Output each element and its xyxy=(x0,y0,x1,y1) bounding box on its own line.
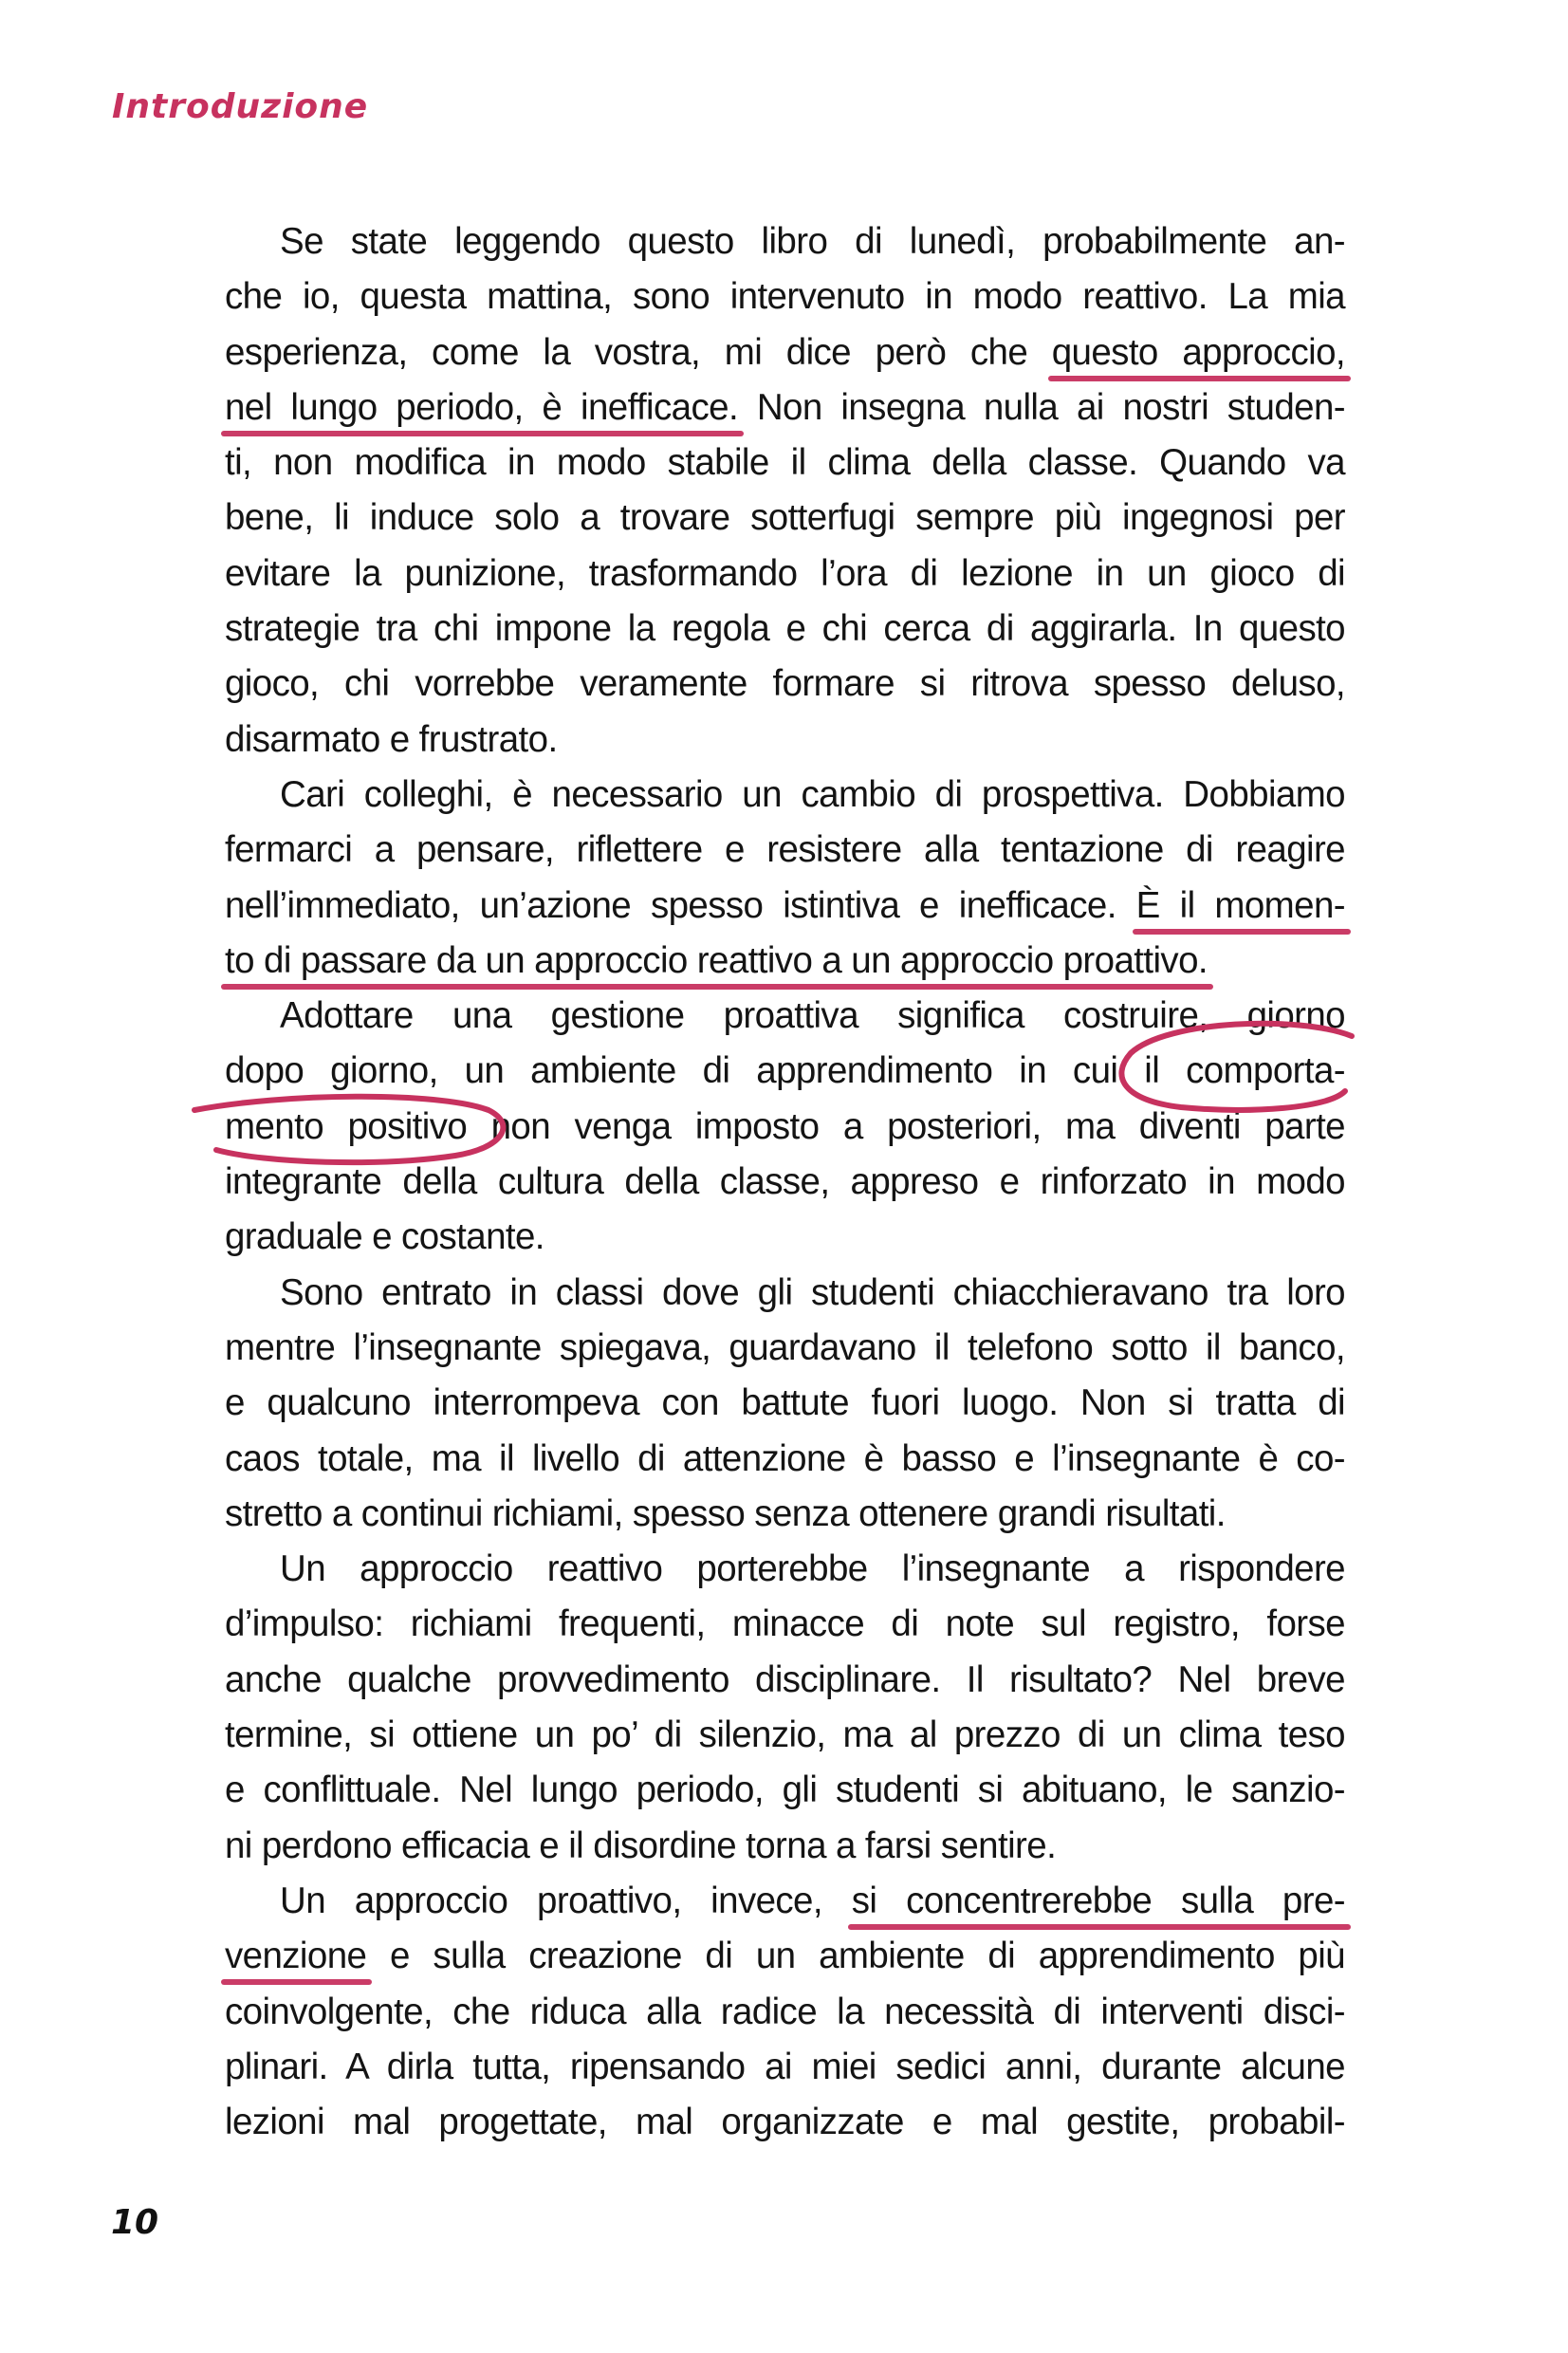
text-line: nel lungo periodo, è inefficace. Non insegna nulla ai nostri studen- xyxy=(225,386,1346,428)
text-line: che io, questa mattina, sono intervenuto in modo reattivo. La mia xyxy=(225,276,1345,318)
text-line: Un approccio proattivo, invece, si concentrerebbe sulla pre- xyxy=(280,1880,1345,1921)
paragraph-4 xyxy=(225,1266,1345,1542)
paragraph-5 xyxy=(225,1542,1345,1874)
underlined-text: È il momen- xyxy=(1135,884,1345,926)
underlined-text: nel lungo periodo, è inefficace. xyxy=(225,386,739,428)
text-line: plinari. A dirla tutta, ripensando ai miei sedici anni, durante alcune xyxy=(225,2046,1345,2087)
circled-text: mento positivo xyxy=(225,1105,468,1147)
text-line: bene, li induce solo a trovare sotterfugi sempre più ingegnosi per xyxy=(225,497,1345,539)
page-number: 10 xyxy=(111,2203,159,2242)
text-line: ti, non modifica in modo stabile il clima della classe. Quando va xyxy=(225,442,1345,484)
text-line xyxy=(225,934,1345,989)
text-line: caos totale, ma il livello di attenzione è basso e l’insegnante è co- xyxy=(225,1437,1345,1479)
text-line: stretto a continui richiami, spesso senza ottenere grandi risultati. xyxy=(225,1492,1226,1534)
text-line: termine, si ottiene un po’ di silenzio, ma al prezzo di un clima teso xyxy=(225,1714,1345,1756)
text-line: evitare la punizione, trasformando l’ora di lezione in un gioco di xyxy=(225,552,1345,594)
text-line: disarmato e frustrato. xyxy=(225,718,558,760)
text-line: venzione e sulla creazione di un ambiente di apprendimento più xyxy=(225,1936,1345,1977)
text-line: coinvolgente, che riduca alla radice la necessità di interventi disci- xyxy=(225,1991,1345,2032)
body-text xyxy=(225,214,1345,2150)
text-line: integrante della cultura della classe, appreso e rinforzato in modo xyxy=(225,1161,1345,1203)
paragraph-6 xyxy=(225,1874,1345,2150)
text-line: lezioni mal progettate, mal organizzate e mal gestite, probabil- xyxy=(225,2102,1345,2143)
circled-text: il comporta- xyxy=(1144,1050,1345,1092)
text-line: dopo giorno, un ambiente di apprendimento in cui il comporta- xyxy=(225,1050,1345,1092)
text-line: e conflittuale. Nel lungo periodo, gli studenti si abituano, le sanzio- xyxy=(225,1769,1345,1811)
text-line: nell’immediato, un’azione spesso istintiva e inefficace. È il momen- xyxy=(225,884,1345,926)
text-line: mento positivo non venga imposto a posteriori, ma diventi parte xyxy=(225,1105,1345,1147)
underlined-text: to di passare da un approccio reattivo a un approccio proattivo. xyxy=(225,939,1208,981)
text-line: mentre l’insegnante spiegava, guardavano il telefono sotto il banco, xyxy=(225,1326,1345,1368)
text-line: anche qualche provvedimento disciplinare. Il risultato? Nel breve xyxy=(225,1658,1345,1700)
paragraph-2 xyxy=(225,768,1345,989)
text-line: Adottare una gestione proattiva significa costruire, giorno xyxy=(280,995,1345,1037)
text-line: d’impulso: richiami frequenti, minacce di note sul registro, forse xyxy=(225,1603,1345,1645)
text-line: e qualcuno interrompeva con battute fuori luogo. Non si tratta di xyxy=(225,1382,1345,1424)
text-line: Sono entrato in classi dove gli studenti chiacchieravano tra loro xyxy=(280,1271,1345,1313)
paragraph-1 xyxy=(225,214,1345,768)
running-head: Introduzione xyxy=(112,87,369,126)
text-line: Un approccio reattivo porterebbe l’insegnante a rispondere xyxy=(280,1548,1345,1590)
text-line: fermarci a pensare, riflettere e resistere alla tentazione di reagire xyxy=(225,829,1345,871)
text-line: strategie tra chi impone la regola e chi cerca di aggirarla. In questo xyxy=(225,608,1345,650)
underlined-text: questo approccio, xyxy=(1051,331,1345,373)
paragraph-3 xyxy=(225,989,1345,1265)
underlined-text: venzione xyxy=(225,1936,367,1977)
text-line: graduale e costante. xyxy=(225,1216,544,1258)
text-line: gioco, chi vorrebbe veramente formare si ritrova spesso deluso, xyxy=(225,663,1345,705)
underlined-text: si concentrerebbe sulla pre- xyxy=(851,1880,1345,1921)
text-line: esperienza, come la vostra, mi dice però che questo approccio, xyxy=(225,331,1345,373)
text-line: Cari colleghi, è necessario un cambio di prospettiva. Dobbiamo xyxy=(280,773,1345,815)
text-line: Se state leggendo questo libro di lunedì, probabilmente an- xyxy=(280,221,1345,262)
text-line: ni perdono efficacia e il disordine torna a farsi sentire. xyxy=(225,1825,1057,1866)
